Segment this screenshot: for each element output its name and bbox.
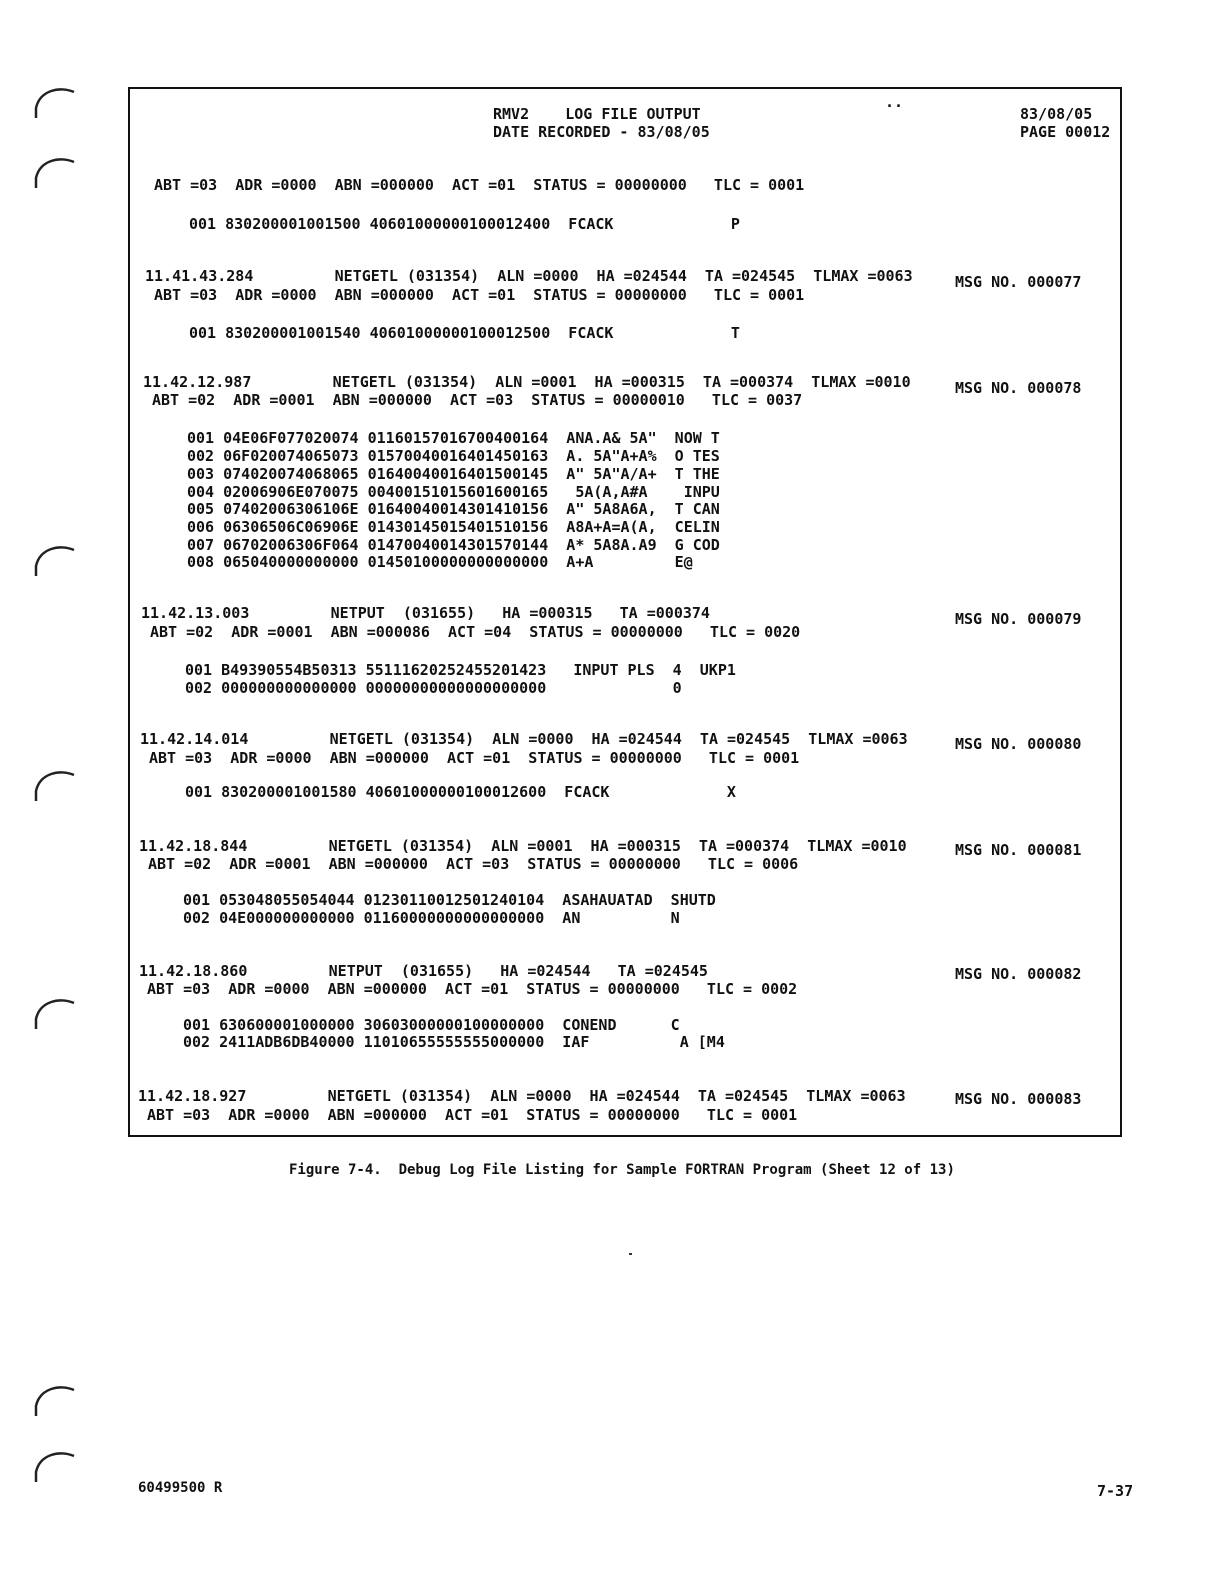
log-data-line: 001 053048055054044 01230110012501240104 ASAHAUATAD SHUTD [183,891,716,909]
log-entry-header: 11.42.18.860 NETPUT (031655) HA =024544 TA =024545 [139,962,708,980]
log-entry-header: 11.42.18.927 NETGETL (031354) ALN =0000 HA =024544 TA =024545 TLMAX =0063 [138,1087,906,1105]
binder-hole-mark [30,1380,78,1416]
log-data-line: 007 06702006306F064 01470040014301570144 A* 5A8A.A9 G COD [187,536,720,554]
stray-mark: ·· [885,97,904,115]
stray-dot [629,1253,632,1255]
log-data-line: 005 07402006306106E 01640040014301410156 A" 5A8A6A, T CAN [187,500,720,518]
log-status-line: ABT =03 ADR =0000 ABN =000000 ACT =01 STATUS = 00000000 TLC = 0002 [147,980,798,998]
log-status-line: ABT =02 ADR =0001 ABN =000086 ACT =04 STATUS = 00000000 TLC = 0020 [150,623,801,641]
page-number: 7-37 [1097,1482,1134,1500]
binder-hole-mark [30,152,78,188]
msg-number: MSG NO. 000080 [955,735,1082,753]
log-data-line: 002 000000000000000 00000000000000000000 0 [185,679,682,697]
msg-number: MSG NO. 000077 [955,273,1082,291]
log-status-line: ABT =03 ADR =0000 ABN =000000 ACT =01 STATUS = 00000000 TLC = 0001 [154,286,805,304]
msg-number: MSG NO. 000078 [955,379,1082,397]
page-indicator: PAGE 00012 [1020,123,1111,141]
log-data-line: 002 06F020074065073 01570040016401450163 A. 5A"A+A% O TES [187,447,720,465]
log-data-line: 006 06306506C06906E 01430145015401510156 A8A+A=A(A, CELIN [187,518,720,536]
log-data-line: 008 065040000000000 01450100000000000000 A+A E@ [187,553,693,571]
log-entry-header: 11.42.13.003 NETPUT (031655) HA =000315 TA =000374 [141,604,710,622]
log-entry-header: 11.42.14.014 NETGETL (031354) ALN =0000 HA =024544 TA =024545 TLMAX =0063 [140,730,908,748]
msg-number: MSG NO. 000082 [955,965,1082,983]
log-data-line: 002 04E000000000000 01160000000000000000 AN N [183,909,680,927]
log-data-line: 001 630600001000000 30603000000100000000 CONEND C [183,1016,680,1034]
log-entry-header: 11.42.18.844 NETGETL (031354) ALN =0001 HA =000315 TA =000374 TLMAX =0010 [139,837,907,855]
msg-number: MSG NO. 000083 [955,1090,1082,1108]
log-entry-header: 11.42.12.987 NETGETL (031354) ALN =0001 HA =000315 TA =000374 TLMAX =0010 [143,373,911,391]
log-status-line: ABT =03 ADR =0000 ABN =000000 ACT =01 STATUS = 00000000 TLC = 0001 [147,1106,798,1124]
document-number: 60499500 R [138,1480,223,1496]
log-data-line: 004 02006906E070075 00400151015601600165 5A(A,A#A INPU [187,483,720,501]
binder-hole-mark [30,82,78,118]
binder-hole-mark [30,993,78,1029]
figure-caption: Figure 7-4. Debug Log File Listing for Sample FORTRAN Program (Sheet 12 of 13) [289,1162,955,1178]
binder-hole-mark [30,765,78,801]
binder-hole-mark [30,1446,78,1482]
log-status-line: ABT =03 ADR =0000 ABN =000000 ACT =01 STATUS = 00000000 TLC = 0001 [154,176,805,194]
log-status-line: ABT =02 ADR =0001 ABN =000000 ACT =03 STATUS = 00000000 TLC = 0006 [148,855,799,873]
log-data-line: 001 830200001001540 40601000000100012500 FCACK T [189,324,740,342]
log-data-line: 001 04E06F077020074 01160157016700400164 ANA.A& 5A" NOW T [187,429,720,447]
log-data-line: 001 830200001001500 40601000000100012400 FCACK P [189,215,740,233]
log-data-line: 002 2411ADB6DB40000 11010655555555000000 IAF A [M4 [183,1033,725,1051]
msg-number: MSG NO. 000081 [955,841,1082,859]
date-recorded: DATE RECORDED - 83/08/05 [493,123,710,141]
log-title: RMV2 LOG FILE OUTPUT [493,105,701,123]
log-entry-header: 11.41.43.284 NETGETL (031354) ALN =0000 HA =024544 TA =024545 TLMAX =0063 [145,267,913,285]
log-status-line: ABT =02 ADR =0001 ABN =000000 ACT =03 STATUS = 00000010 TLC = 0037 [152,391,803,409]
log-data-line: 001 B49390554B50313 55111620252455201423 INPUT PLS 4 UKP1 [185,661,736,679]
binder-hole-mark [30,540,78,576]
log-data-line: 003 074020074068065 01640040016401500145 A" 5A"A/A+ T THE [187,465,720,483]
msg-number: MSG NO. 000079 [955,610,1082,628]
header-date: 83/08/05 [1020,105,1093,123]
log-status-line: ABT =03 ADR =0000 ABN =000000 ACT =01 STATUS = 00000000 TLC = 0001 [149,749,800,767]
log-data-line: 001 830200001001580 40601000000100012600 FCACK X [185,783,736,801]
